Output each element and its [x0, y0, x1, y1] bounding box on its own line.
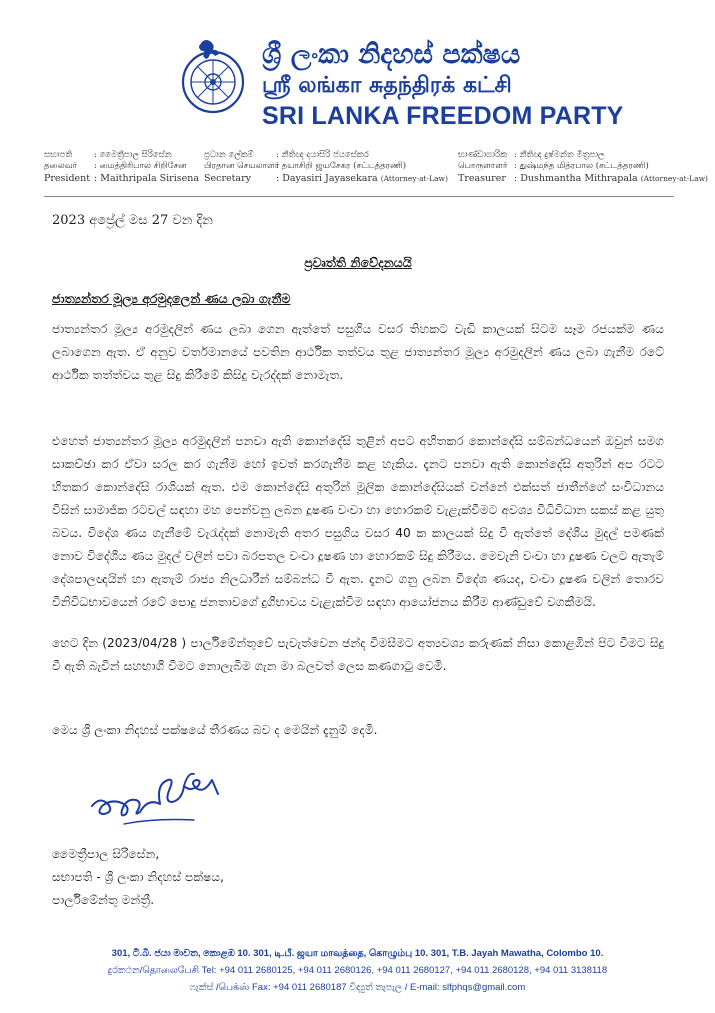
footer-phones: දුරකථන/தொலைபேசி Tel: +94 011 2680125, +94 011 2680126, +94 011 2680127, +94 011 2680128, +94 011 3138118: [107, 965, 608, 976]
officer-title-ta: பொருளாளர்: [458, 161, 508, 171]
paragraph-4: මෙය ශ්‍රී ලංකා නිදහස් පක්ෂයේ තීරණය බව ද මෙයින් දැනුම් දෙමි.: [52, 723, 378, 737]
officer-name-en: : Dayasiri Jayasekara: [276, 173, 378, 184]
officer-title-en: President: [44, 173, 91, 184]
officer-title-si: සභාපති: [44, 150, 73, 160]
officer-treasurer: [458, 150, 708, 185]
letterhead-footer: [0, 945, 715, 996]
party-name-sinhala: ශ්‍රී ලංකා නිදහස් පක්ෂය: [262, 39, 521, 70]
header-divider: [44, 196, 674, 197]
officer-title-si: භාණ්ඩාගාරික: [458, 150, 508, 160]
officer-note-en: (Attorney-at-Law): [640, 174, 708, 183]
party-name-tamil: ஸ்ரீ லங்கா சுதந்திரக் கட்சி: [262, 73, 512, 98]
officer-president: [44, 150, 199, 185]
letter-subject: ජාත්‍යන්තර මූල්‍ය අරමුදලෙන් ණය ලබා ගැනීම: [52, 291, 291, 306]
officer-name-ta: : தயாசிறி ஜயசேகர (சட்டத்தரணி): [276, 161, 407, 171]
officer-title-ta: தலைவர்: [44, 161, 78, 171]
letter-date: 2023 අප්‍රේල් මස 27 වන දින: [52, 213, 213, 228]
officer-name-en: : Dushmantha Mithrapala: [514, 173, 638, 184]
party-name-block: [262, 38, 682, 131]
officer-title-en: Secretary: [204, 173, 252, 184]
officer-title-si: ප්‍රධාන ලේකම්: [204, 150, 254, 160]
signatory-role: පාර්ලිමේන්තු මන්ත්‍රී.: [52, 893, 155, 907]
party-emblem-logo: [176, 38, 250, 116]
handwritten-signature: [84, 762, 284, 846]
officer-name-ta: : துஷ்மந்த மித்ரபால (சட்டத்தரணி): [514, 161, 649, 171]
officer-note-en: (Attorney-at-Law): [380, 174, 448, 183]
signatory-title: සභාපති - ශ්‍රී ලංකා නිදහස් පක්ෂය,: [52, 870, 224, 884]
officers-block: [44, 150, 708, 194]
paragraph-1: ජාත්‍යන්තර මූල්‍ය අරමුදලින් ණය ලබා ගෙන ඇත්තේ පසුගිය වසර තිහකට වැඩි කාලයක් සිටම සෑම රජයක්ම ණය ලබාගෙන ඇත. ඒ අනුව වර්තමානයේ පවතින ආර්ථික තත්වය තුළ ජාත්‍යන්තර මූල්‍ය අරමුදලින් ණය ලබා ගැනීම රටේ ආර්ථික තත්ත්වය තුළ සිදු කිරීමේ කිසිදු වැරද්දක් නොමැත.: [52, 322, 664, 382]
paragraph-3: හෙට දින (2023/04/28 ) පාර්ලිමේන්තුවේ පැවැත්වෙන ඡන්ද විමසීමට අත්‍යවශ්‍ය කරුණක් නිසා කොළඹින් පිට වීමට සිදු වී ඇති බැවින් සහභාගී වීමට නොලැබීම ගැන මා බලවත් ලෙස කණගාටු වෙමි.: [52, 636, 664, 673]
officer-name-si: : නීතිඥ දුෂ්මන්ත මිත්‍රපාල: [514, 150, 605, 160]
footer-fax-email: ෆැක්ස් /பெக்ஸ் Fax: +94 011 2680187 විද්‍යුත් තැපැල / E-mail: slfphqs@gmail.com: [189, 982, 526, 993]
party-name-english: SRI LANKA FREEDOM PARTY: [262, 102, 624, 130]
letter-heading: ප්‍රවෘත්ති නිවේදනයයි: [304, 255, 412, 270]
officer-name-si: : නීතිඥ දයාසිරි ජයසේකර: [276, 150, 369, 160]
signatory-block: [52, 843, 224, 912]
signatory-name: මෛත්‍රීපාල සිරිසේන,: [52, 847, 160, 861]
footer-address: 301, ටී.බී. ජයා මාවත, කොළඹ 10. 301, டி.பீ. ஜயா மாவத்தை, கொழும்பு 10. 301, T.B. Jayah Mawatha, Colombo 10.: [111, 948, 604, 959]
paragraph-2: එහෙත් ජාත්‍යන්තර මූල්‍ය අරමුදලින් පනවා ඇති කොන්දේසි තුළින් අපට අහිතකර කොන්දේසි සම්බන්ධයෙන් ඔවුන් සමග සාකච්ඡා කර ඒවා සරල කර ගැනීම හෝ ඉවත් කරගැනීම කළ හැකිය. දැනට පනවා ඇති කොන්දේසි අතුරින් අප රටට හිතකර කොන්දේසි රාශියක් ඇත. එම කොන්දේසි අතුරින් මූලික කොන්දේසියක් වන්නේ එක්සත් ජාතීන්ගේ සංවිධානය විසින් සාමාජික රටවල් සඳහා මහ පෙන්වනු ලබන දූෂණ වංචා හා හොරකම් වැළැක්වීමට අවශ්‍ය විධිවිධාන සකස් කළ යුතු බවය. විදේශ ණය ගැනීමේ වැරැද්දක් නොමැති අතර පසුගිය වසර 40 ක කාලයක් සිදු වී ඇත්තේ දේශීය මුදල් පමණක් නොව විදේශීය ණය මුදල් වලින් පවා බරපතල වංචා දූෂණ හා හොරකම් සිදු කිරීමය. මෙවැනි වංචා හා දූෂණ වලට ඇතැම් දේශපාලඥයින් හා ඇතැම් රාජ්‍ය නිලධාරීන් සම්බන්ධ වී ඇත. දැනට ගනු ලබන විදේශ ණයද, වංචා දූෂණ වලින් තොරව විනිවිධභාවයෙන් රටේ පොදු ජනතාවගේ දුගීභාවය වැළැක්වීම සඳහා ආයෝජනය කිරීම ආණ්ඩුවේ වගකීමයි.: [52, 434, 664, 609]
officer-name-si: : මෛත්‍රීපාල සිරිසේන: [94, 150, 172, 160]
officer-title-ta: பிரதான செயலாளர்: [204, 161, 280, 171]
officer-title-en: Treasurer: [458, 173, 506, 184]
officer-secretary: [204, 150, 448, 185]
officer-name-ta: : மைத்திரிபால சிறிசேன: [94, 161, 187, 171]
officer-name-en: : Maithripala Sirisena: [94, 173, 200, 184]
